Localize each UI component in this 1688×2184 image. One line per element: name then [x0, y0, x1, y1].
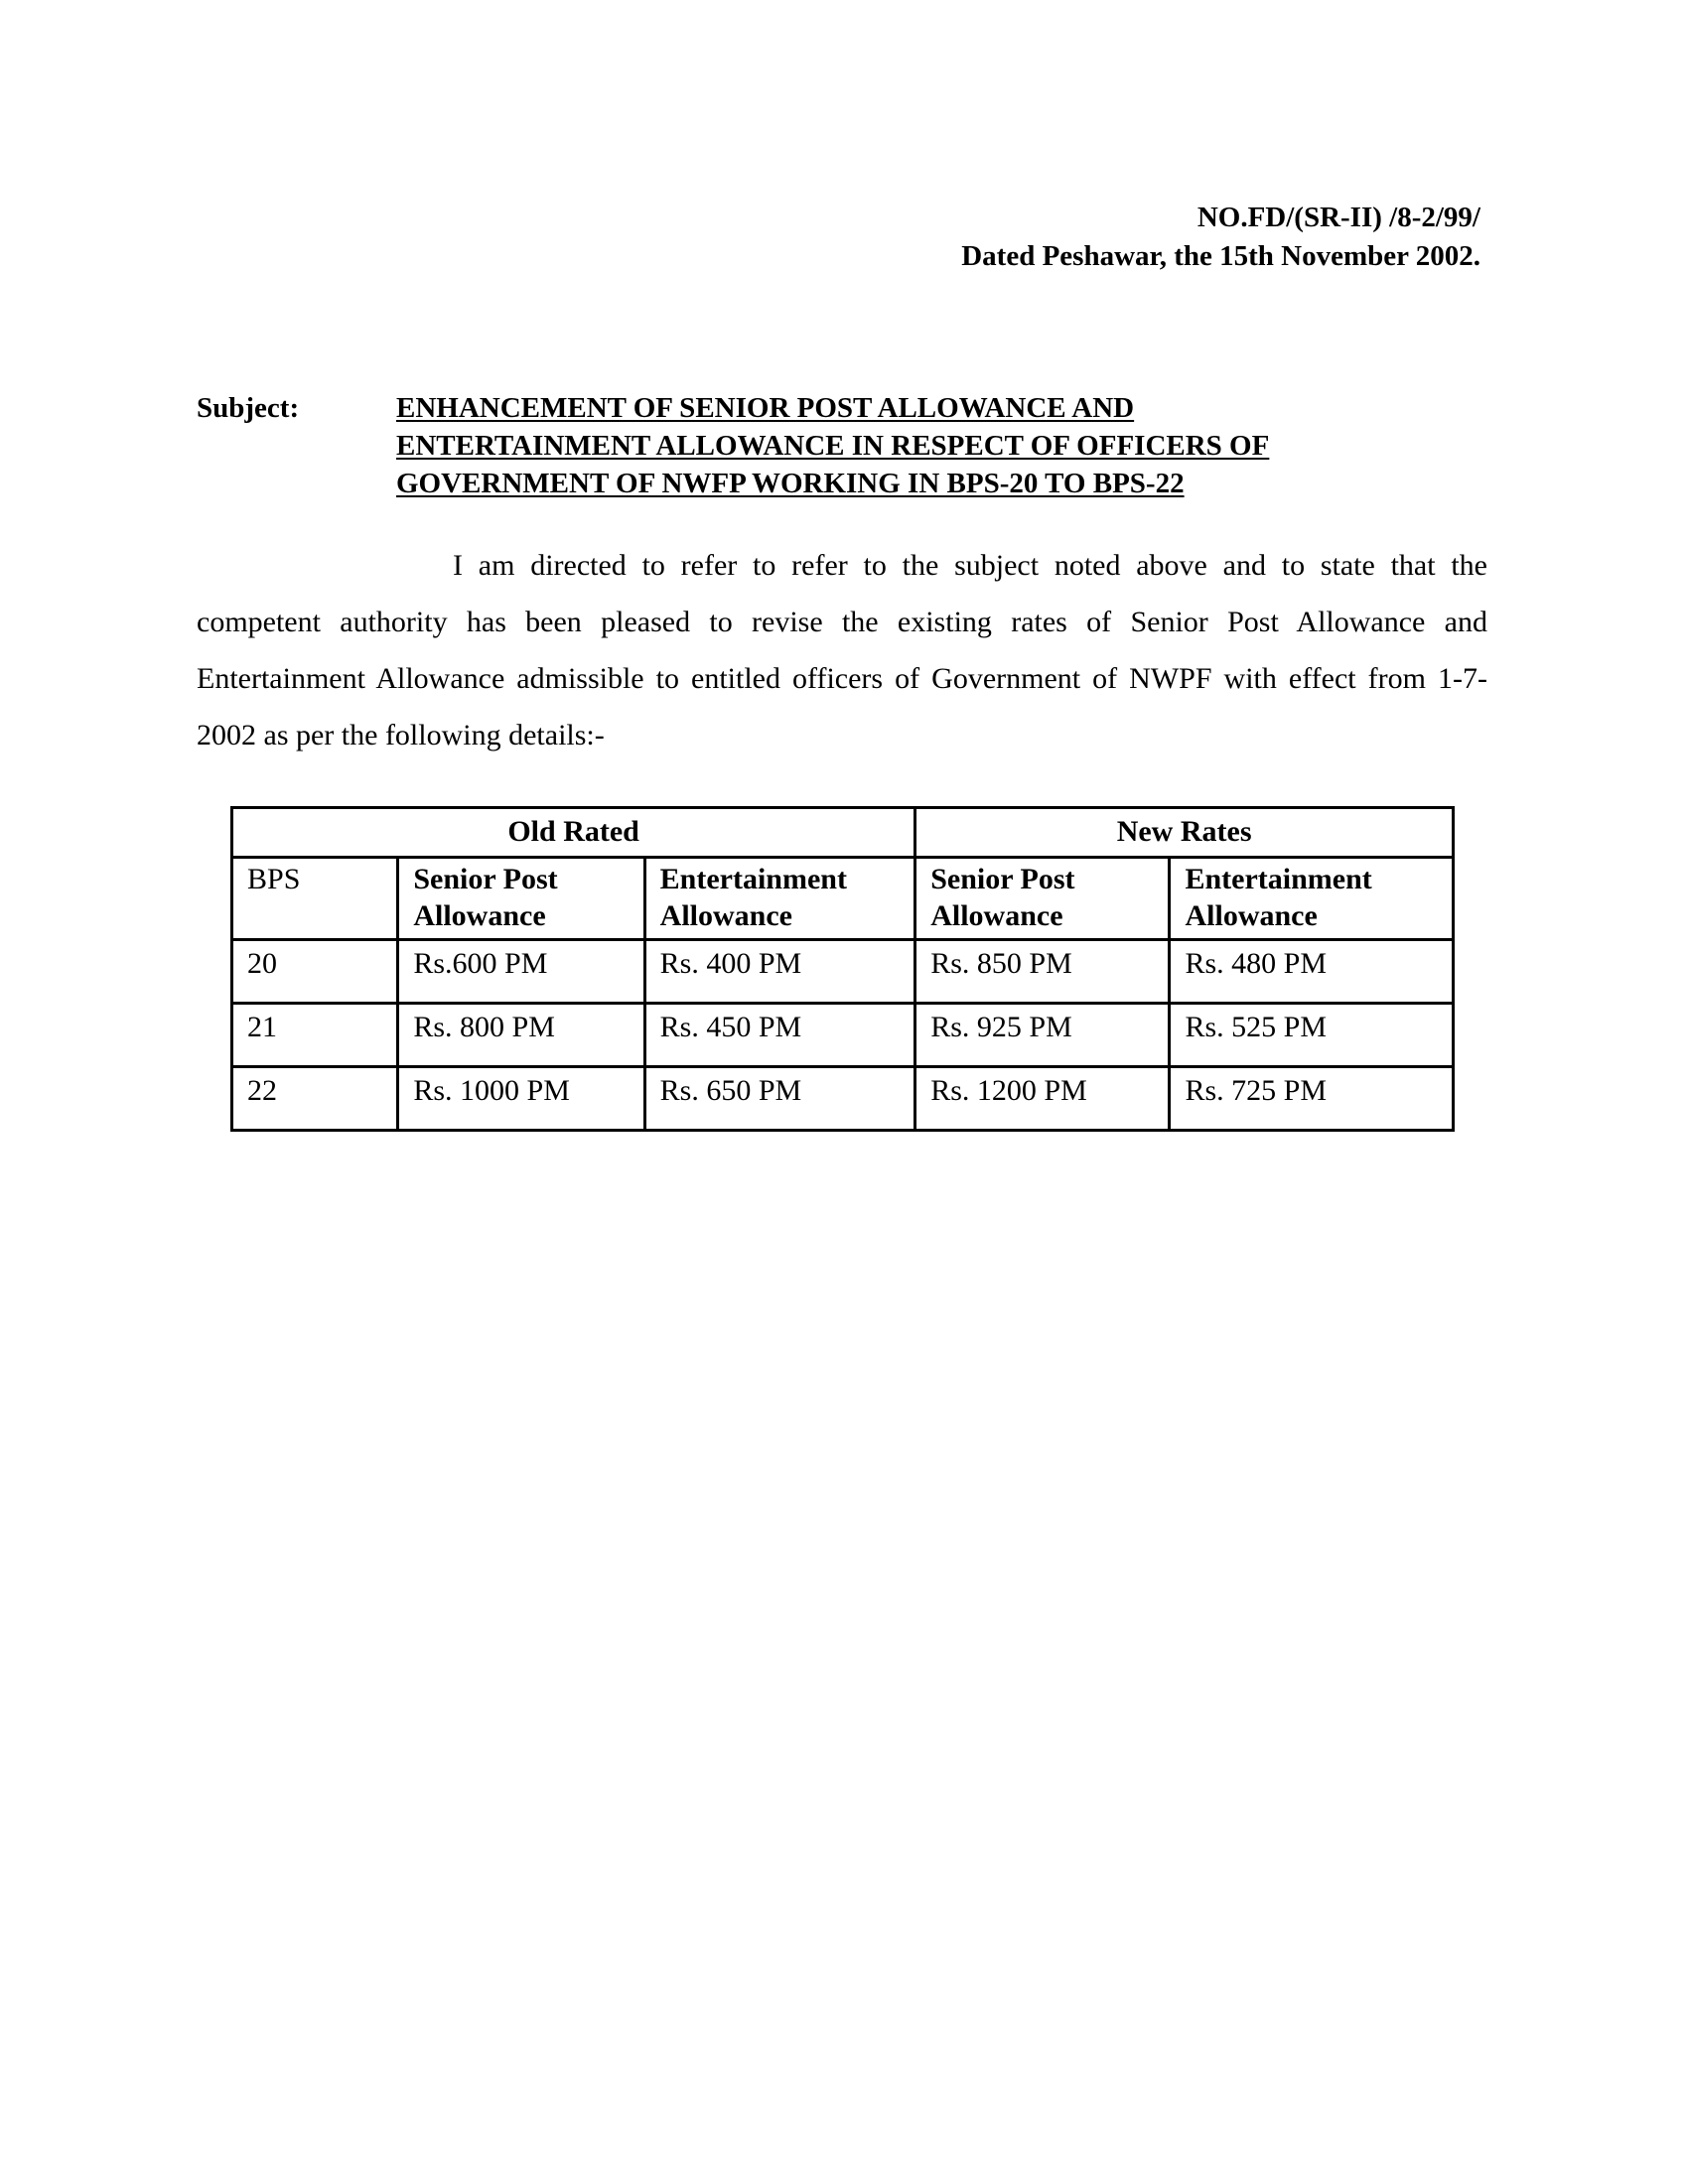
- old-entertainment-cell: Rs. 450 PM: [644, 1004, 915, 1067]
- header-line: Allowance: [1185, 899, 1318, 932]
- table-row: [232, 940, 1454, 1004]
- new-entertainment-cell: Rs. 725 PM: [1170, 1067, 1454, 1131]
- subject-heading: [396, 389, 1389, 502]
- table-row: [232, 1067, 1454, 1131]
- bps-header: BPS: [232, 858, 398, 940]
- old-rates-header: Old Rated: [232, 808, 915, 858]
- new-senior-post-cell: Rs. 1200 PM: [915, 1067, 1170, 1131]
- body-paragraph: I am directed to refer to refer to the subject noted above and to state that the competent authority has been pleased to revise the existing rates of Senior Post Allowance and Entertainment Allowance admissible to entitled officers of Government of NWPF with effect from 1-7-2002 as per the following details:-: [197, 549, 1487, 751]
- reference-number: NO.FD/(SR-II) /8-2/99/: [1196, 202, 1480, 233]
- header-line: Allowance: [659, 899, 792, 932]
- header-line: Senior Post: [930, 863, 1075, 895]
- subject-label: Subject:: [197, 392, 300, 424]
- date-line: Dated Peshawar, the 15th November 2002.: [961, 240, 1480, 272]
- header-line: Entertainment: [1185, 863, 1372, 895]
- table-row: [232, 1004, 1454, 1067]
- old-entertainment-cell: Rs. 400 PM: [644, 940, 915, 1004]
- new-entertainment-header: [1170, 858, 1454, 940]
- group-header-row: [232, 808, 1454, 858]
- new-entertainment-cell: Rs. 525 PM: [1170, 1004, 1454, 1067]
- old-senior-post-cell: Rs. 800 PM: [398, 1004, 644, 1067]
- column-header-row: [232, 858, 1454, 940]
- subject-line: ENHANCEMENT OF SENIOR POST ALLOWANCE AND: [396, 392, 1135, 424]
- bps-cell: 21: [232, 1004, 398, 1067]
- subject-line: GOVERNMENT OF NWFP WORKING IN BPS-20 TO BPS-22: [396, 468, 1185, 499]
- old-senior-post-cell: Rs.600 PM: [398, 940, 644, 1004]
- header-line: Allowance: [930, 899, 1063, 932]
- subject-line: ENTERTAINMENT ALLOWANCE IN RESPECT OF OFFICERS OF: [396, 430, 1270, 462]
- old-entertainment-header: [644, 858, 915, 940]
- allowance-rates-table: [230, 806, 1455, 1132]
- new-senior-post-header: [915, 858, 1170, 940]
- header-line: Entertainment: [659, 863, 847, 895]
- new-senior-post-cell: Rs. 850 PM: [915, 940, 1170, 1004]
- new-rates-header: New Rates: [915, 808, 1454, 858]
- old-senior-post-cell: Rs. 1000 PM: [398, 1067, 644, 1131]
- header-line: Senior Post: [413, 863, 558, 895]
- bps-cell: 22: [232, 1067, 398, 1131]
- old-entertainment-cell: Rs. 650 PM: [644, 1067, 915, 1131]
- header-line: Allowance: [413, 899, 546, 932]
- old-senior-post-header: [398, 858, 644, 940]
- reference-block: [961, 199, 1480, 276]
- bps-cell: 20: [232, 940, 398, 1004]
- new-entertainment-cell: Rs. 480 PM: [1170, 940, 1454, 1004]
- new-senior-post-cell: Rs. 925 PM: [915, 1004, 1170, 1067]
